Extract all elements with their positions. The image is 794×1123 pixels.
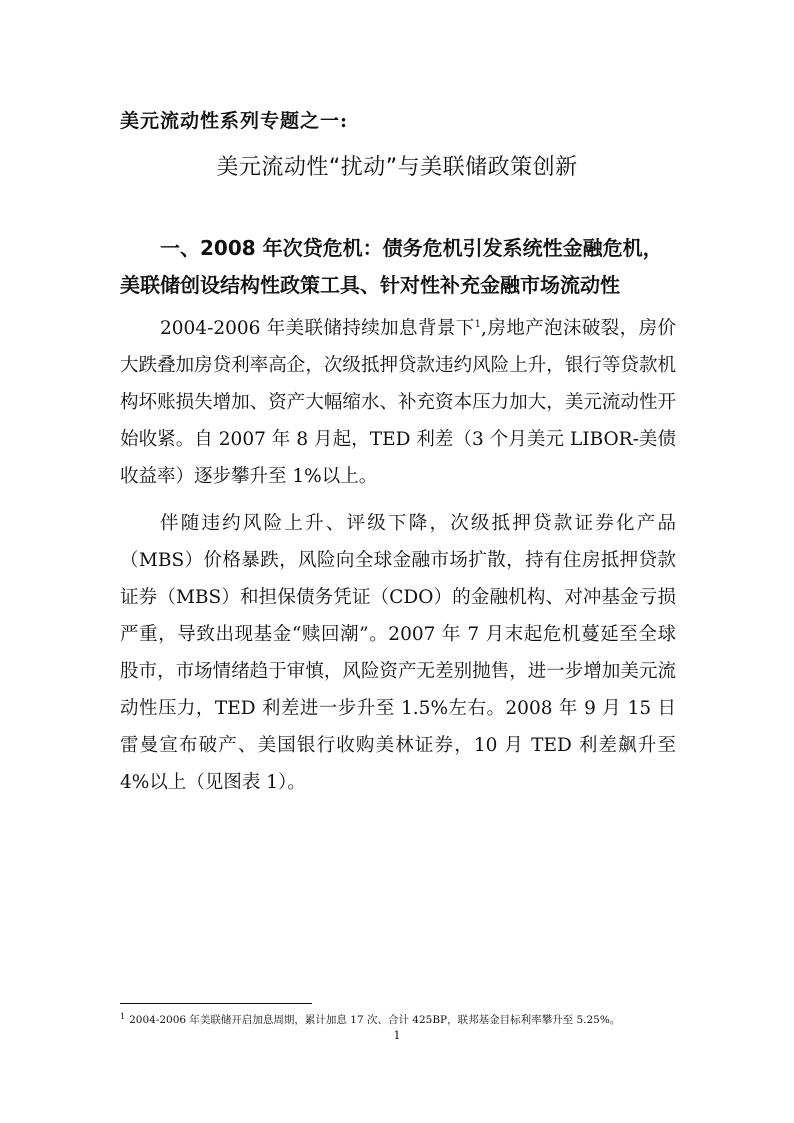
footnote-mark: 1 xyxy=(120,1011,126,1021)
section-heading xyxy=(120,230,676,304)
section-heading-line-1: 一、2008 年次贷危机：债务危机引发系统性金融危机， xyxy=(160,236,663,260)
footnote xyxy=(120,1012,680,1027)
series-label: 美元流动性系列专题之一: xyxy=(120,110,349,132)
page-number: 1 xyxy=(393,1029,401,1042)
footnote-text: 2004-2006 年美联储开启加息周期，累计加息 17 次、合计 425BP，联邦基金目标利率攀升至 5.25%。 xyxy=(129,1014,621,1026)
section-heading-line-2: 美联储创设结构性政策工具、针对性补充金融市场流动性 xyxy=(120,273,620,297)
body-paragraph-2: 伴随违约风险上升、评级下降，次级抵押贷款证券化产品（MBS）价格暴跌，风险向全球金融市场扩散，持有住房抵押贷款证券（MBS）和担保债务凭证（CDO）的金融机构、对冲基金亏损严重，导致出现基金“赎回潮”。2007 年 7 月末起危机蔓延至全球股市，市场情绪趋于审慎，风险资产无差别抛售，进一步增加美元流动性压力，TED 利差进一步升至 1.5%左右。2008 年 9 月 15 日雷曼宣布破产、美国银行收购美林证券，10 月 TED 利差飙升至 4%以上（见图表 1）。 xyxy=(120,513,676,793)
footnote-reference[interactable]: 1 xyxy=(474,318,482,330)
paragraph-1-text-start: 2004-2006 年美联储持续加息背景下 xyxy=(160,318,475,339)
paragraph-1-text-end: ,房地产泡沫破裂，房价大跌叠加房贷利率高企，次级抵押贷款违约风险上升，银行等贷款机构坏账损失增加、资产大幅缩水、补充资本压力加大，美元流动性开始收紧。自 2007 年 8 月起，TED 利差（3 个月美元 LIBOR-美债收益率）逐步攀升至 1%以上。 xyxy=(120,318,676,487)
footnote-divider xyxy=(120,1003,312,1004)
document-title: 美元流动性“扰动”与美联储政策创新 xyxy=(216,155,578,180)
body-paragraph-1 xyxy=(120,310,676,495)
